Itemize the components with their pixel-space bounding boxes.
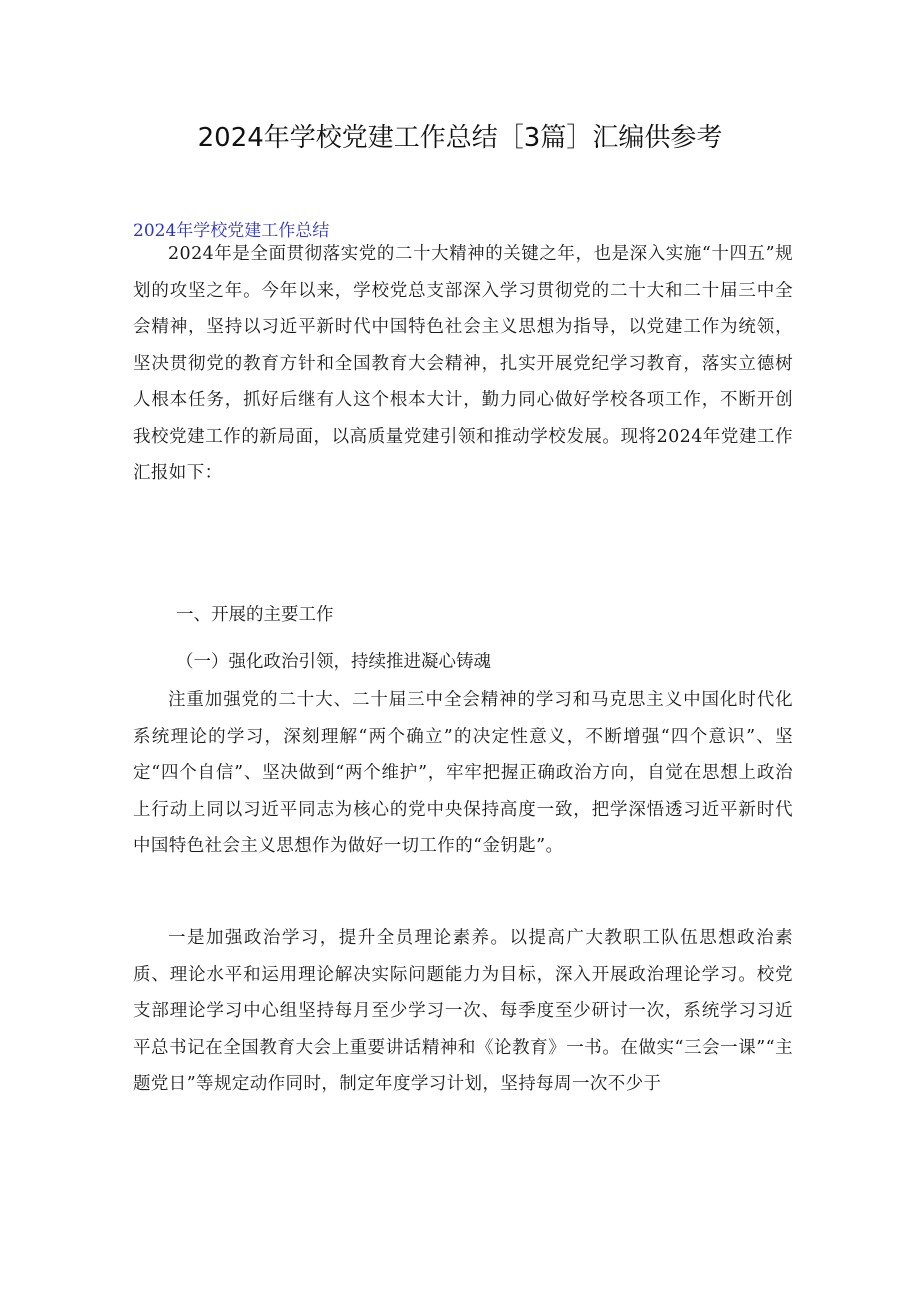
document-title: 2024年学校党建工作总结［3篇］汇编供参考: [197, 123, 723, 153]
section-heading-main-work: 一、开展的主要工作: [176, 605, 334, 625]
section-subtitle: 2024年学校党建工作总结: [133, 221, 330, 241]
body-paragraph-intro: 2024年是全面贯彻落实党的二十大精神的关键之年，也是深入实施“十四五”规划的攻坚之年。今年以来，学校党总支部深入学习贯彻党的二十大和二十届三中全会精神，坚持以习近平新时代中国特色社会主义思想为指导，以党建工作为统领，坚决贯彻党的教育方针和全国教育大会精神，扎实开展党纪学习教育，落实立德树人根本任务，抓好后继有人这个根本大计，勤力同心做好学校各项工作，不断开创我校党建工作的新局面，以高质量党建引领和推动学校发展。现将2024年党建工作汇报如下：: [133, 244, 793, 483]
body-paragraph-political-study: 注重加强党的二十大、二十届三中全会精神的学习和马克思主义中国化时代化系统理论的学习，深刻理解“两个确立”的决定性意义，不断增强“四个意识”、坚定“四个自信”、坚决做到“两个维护”，牢牢把握正确政治方向，自觉在思想上政治上行动上同以习近平同志为核心的党中央保持高度一致，把学深悟透习近平新时代中国特色社会主义思想作为做好一切工作的“金钥匙”。: [133, 690, 793, 856]
body-paragraph-theory-learning: 一是加强政治学习，提升全员理论素养。以提高广大教职工队伍思想政治素质、理论水平和运用理论解决实际问题能力为目标，深入开展政治理论学习。校党支部理论学习中心组坚持每月至少学习一次、每季度至少研讨一次，系统学习习近平总书记在全国教育大会上重要讲话精神和《论教育》一书。在做实“三会一课”“主题党日”等规定动作同时，制定年度学习计划，坚持每周一次不少于: [133, 928, 793, 1094]
subsection-heading-political-guidance: （一）强化政治引领，持续推进凝心铸魂: [176, 652, 491, 672]
